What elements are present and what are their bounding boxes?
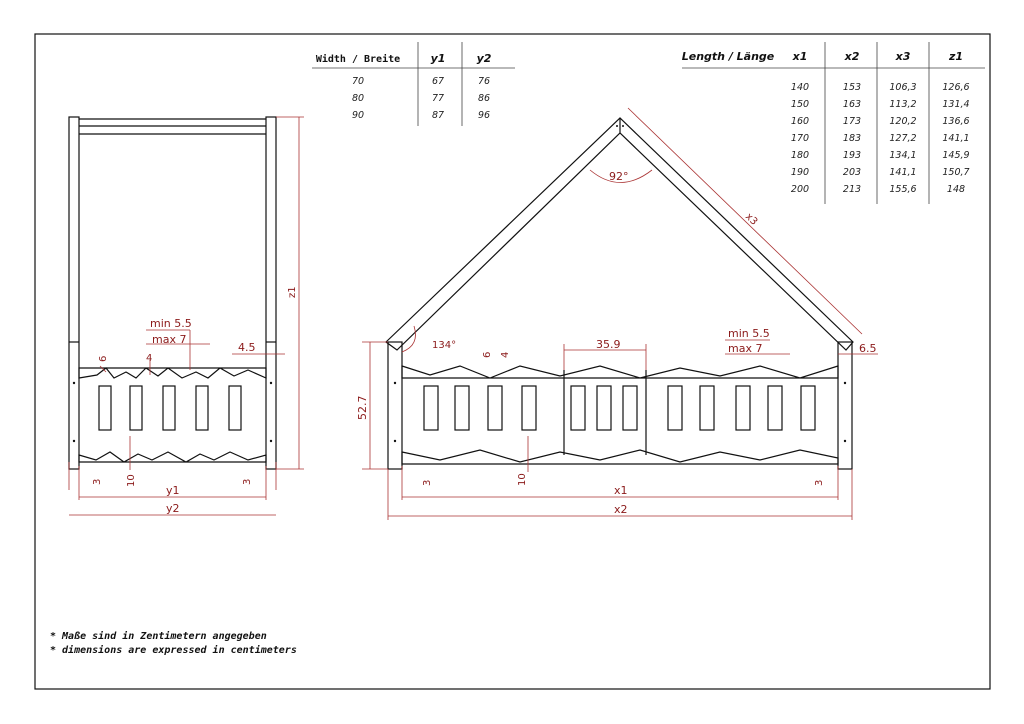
width-table-cell: 80 [351, 93, 365, 104]
roof [386, 118, 853, 350]
dim-6-5: 6.5 [859, 342, 877, 355]
x1-label: x1 [614, 484, 628, 497]
length-table-cell: 134,1 [889, 150, 917, 161]
length-table-cell: 163 [842, 99, 862, 110]
angle-134: 134° [432, 340, 457, 351]
min-label: min 5.5 [150, 317, 192, 330]
length-table-cell: 203 [842, 167, 862, 178]
note-de: * Maße sind in Zentimetern angegeben [50, 631, 267, 642]
length-table-cell: 183 [842, 133, 862, 144]
dim-10: 10 [126, 474, 137, 487]
y2-label: y2 [166, 502, 180, 515]
length-table-cell: 141,1 [942, 133, 970, 144]
right-post [266, 117, 276, 469]
dim-3-right: 3 [242, 478, 253, 485]
length-table-cell: 141,1 [889, 167, 917, 178]
length-table-cell: 213 [842, 184, 862, 195]
front-min-label: min 5.5 [728, 327, 770, 340]
side-slats [99, 386, 241, 430]
front-left-post [388, 342, 402, 469]
note-en: * dimensions are expressed in centimeters [50, 645, 297, 656]
dim-3-left: 3 [92, 478, 103, 485]
x3-label: x3 [742, 211, 760, 228]
front-dim-3-right: 3 [814, 479, 825, 486]
length-table-cell: 155,6 [889, 184, 917, 195]
length-table-cell: 200 [790, 184, 810, 195]
front-upper-rail [402, 366, 838, 378]
length-table-cell: 150,7 [942, 167, 970, 178]
dim-6: 6 [98, 355, 109, 362]
upper-rail [79, 368, 266, 378]
max-label: max 7 [152, 333, 187, 346]
length-table-header: x1 [792, 50, 808, 63]
front-max-label: max 7 [728, 342, 763, 355]
length-table-cell: 150 [790, 99, 810, 110]
side-view [69, 117, 304, 515]
width-table-cell: 67 [431, 76, 445, 87]
length-table-cell: 126,6 [942, 82, 970, 93]
front-dim-4: 4 [500, 351, 511, 358]
width-table-header: y1 [430, 52, 446, 65]
length-table-cell: 193 [842, 150, 862, 161]
width-table-cell: 96 [477, 110, 491, 121]
width-table-cell: 90 [351, 110, 365, 121]
front-slats [424, 386, 815, 430]
dim-4: 4 [146, 353, 153, 364]
length-table-cell: 170 [790, 133, 810, 144]
dim-4-5: 4.5 [238, 341, 256, 354]
length-table-cell: 113,2 [889, 99, 917, 110]
length-table-cell: 180 [790, 150, 810, 161]
length-table-cell: 106,3 [889, 82, 917, 93]
width-table-header: y2 [476, 52, 492, 65]
front-dim-10: 10 [517, 473, 528, 486]
lower-rail [79, 452, 266, 462]
length-table-cell: 136,6 [942, 116, 970, 127]
angle-92: 92° [609, 170, 629, 183]
length-table-cell: 160 [790, 116, 810, 127]
length-table-header: x2 [844, 50, 860, 63]
width-table [312, 42, 515, 126]
length-table-cell: 148 [946, 184, 966, 195]
left-post [69, 117, 79, 469]
width-table-header: Width / Breite [315, 54, 401, 65]
width-table-cell: 76 [477, 76, 491, 87]
dim-35-9: 35.9 [596, 338, 621, 351]
length-table-cell: 127,2 [889, 133, 917, 144]
length-table-cell: 190 [790, 167, 810, 178]
front-lower-rail [402, 450, 838, 464]
front-dim-3-left: 3 [422, 479, 433, 486]
length-table-cell: 173 [842, 116, 862, 127]
length-table-cell: 131,4 [942, 99, 970, 110]
length-table [682, 42, 985, 204]
x2-label: x2 [614, 503, 628, 516]
width-table-cell: 77 [431, 93, 445, 104]
width-table-cell: 70 [351, 76, 365, 87]
length-table-cell: 140 [790, 82, 810, 93]
length-table-header: z1 [948, 50, 964, 63]
front-right-post [838, 342, 852, 469]
width-table-cell: 86 [477, 93, 491, 104]
front-dim-6: 6 [482, 351, 493, 358]
y1-label: y1 [166, 484, 180, 497]
length-table-header: Length / Länge [681, 50, 775, 63]
length-table-cell: 145,9 [942, 150, 970, 161]
z1-label: z1 [287, 286, 298, 298]
length-table-cell: 120,2 [889, 116, 917, 127]
width-table-cell: 87 [431, 110, 445, 121]
length-table-cell: 153 [842, 82, 862, 93]
dim-52-7: 52.7 [356, 395, 369, 420]
length-table-header: x3 [895, 50, 911, 63]
